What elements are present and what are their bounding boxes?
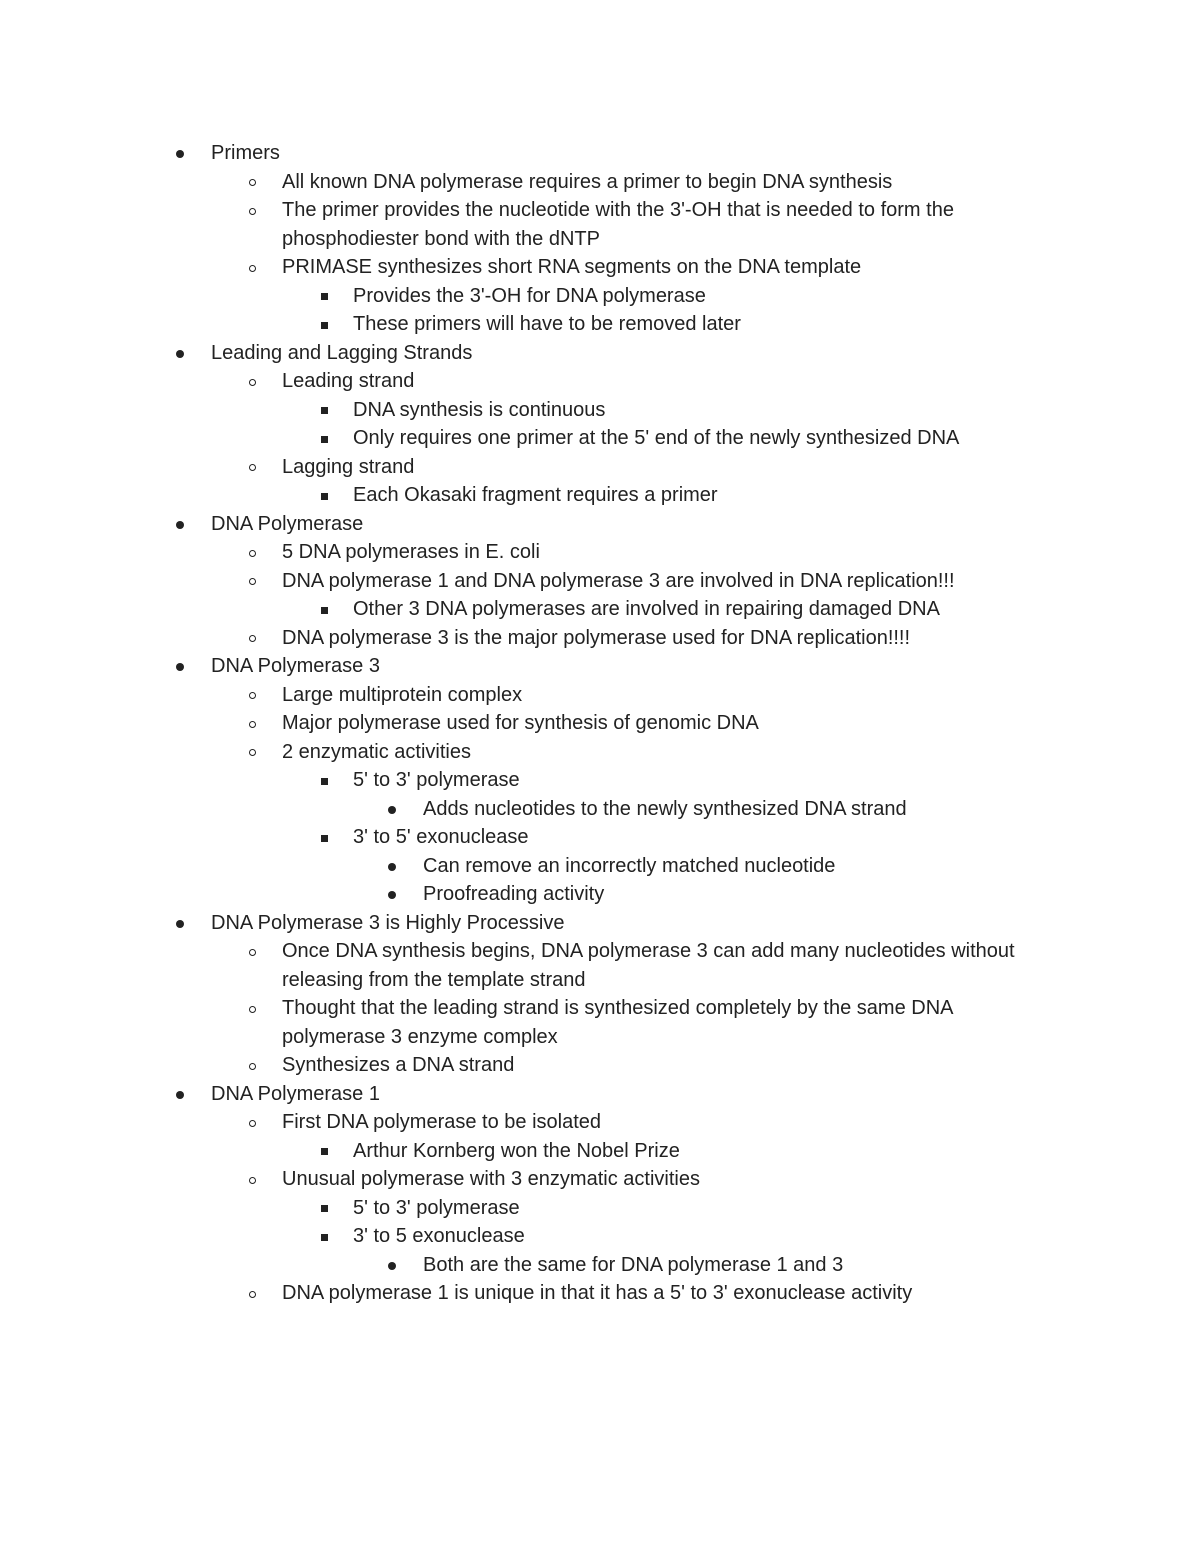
outline-item-text: Provides the 3'-OH for DNA polymerase bbox=[353, 284, 706, 307]
filled-square-bullet-icon bbox=[317, 595, 331, 624]
outline-item-level-1 bbox=[282, 1108, 1022, 1137]
outline-item-level-1 bbox=[282, 567, 1022, 596]
outline-item-text: PRIMASE synthesizes short RNA segments on the DNA template bbox=[282, 256, 862, 278]
outline-item-text: Thought that the leading strand is synthesized completely by the same DNA polymerase 3 enzyme complex bbox=[282, 997, 953, 1048]
hollow-circle-bullet-icon bbox=[245, 738, 259, 767]
outline-item-level-1 bbox=[282, 168, 1022, 197]
hollow-circle-bullet-icon bbox=[245, 196, 259, 225]
filled-square-bullet-icon bbox=[317, 1222, 331, 1251]
outline-item-text: 3' to 5 exonuclease bbox=[353, 1225, 525, 1247]
hollow-circle-bullet-icon bbox=[245, 367, 259, 396]
filled-circle-bullet-icon bbox=[385, 1251, 399, 1280]
hollow-circle-bullet-icon bbox=[245, 624, 259, 653]
outline-item-level-1 bbox=[282, 937, 1022, 994]
outline-item-text: Leading strand bbox=[282, 370, 415, 392]
outline-item-level-1 bbox=[282, 253, 1022, 282]
outline-item-level-2 bbox=[353, 823, 1033, 852]
outline-item-text: Once DNA synthesis begins, DNA polymerase 3 can add many nucleotides without releasing from the template strand bbox=[282, 940, 1015, 991]
outline-item-level-1 bbox=[282, 681, 1022, 710]
outline-item-level-2 bbox=[353, 595, 1033, 624]
hollow-circle-bullet-icon bbox=[245, 253, 259, 282]
outline-item-text: First DNA polymerase to be isolated bbox=[282, 1111, 602, 1133]
filled-square-bullet-icon bbox=[317, 282, 331, 311]
hollow-circle-bullet-icon bbox=[245, 168, 259, 197]
outline-item-text: All known DNA polymerase requires a primer to begin DNA synthesis bbox=[282, 170, 893, 193]
outline-item-level-0 bbox=[211, 909, 1011, 938]
outline-item-level-3 bbox=[423, 795, 1043, 824]
outline-item-text: 5' to 3' polymerase bbox=[353, 769, 520, 791]
outline-item-level-2 bbox=[353, 396, 1033, 425]
outline-item-text: Can remove an incorrectly matched nucleotide bbox=[423, 854, 836, 877]
outline-item-text: Adds nucleotides to the newly synthesized DNA strand bbox=[423, 797, 907, 820]
filled-circle-bullet-icon bbox=[173, 510, 187, 539]
filled-square-bullet-icon bbox=[317, 1194, 331, 1223]
filled-circle-bullet-icon bbox=[385, 852, 399, 881]
outline-item-text: Major polymerase used for synthesis of genomic DNA bbox=[282, 712, 759, 734]
filled-circle-bullet-icon bbox=[173, 652, 187, 681]
outline-item-level-0 bbox=[211, 1080, 1011, 1109]
outline-item-text: Synthesizes a DNA strand bbox=[282, 1054, 515, 1076]
outline-item-level-2 bbox=[353, 1137, 1033, 1166]
outline-item-text: DNA synthesis is continuous bbox=[353, 398, 606, 421]
outline-item-level-1 bbox=[282, 367, 1022, 396]
outline-item-text: Arthur Kornberg won the Nobel Prize bbox=[353, 1139, 680, 1162]
outline-item-level-3 bbox=[423, 880, 1043, 909]
hollow-circle-bullet-icon bbox=[245, 538, 259, 567]
outline-item-level-1 bbox=[282, 1165, 1022, 1194]
hollow-circle-bullet-icon bbox=[245, 453, 259, 482]
outline-item-level-3 bbox=[423, 1251, 1043, 1280]
hollow-circle-bullet-icon bbox=[245, 567, 259, 596]
outline-item-text: Primers bbox=[211, 142, 280, 164]
hollow-circle-bullet-icon bbox=[245, 1279, 259, 1308]
outline-item-level-2 bbox=[353, 1222, 1033, 1251]
filled-square-bullet-icon bbox=[317, 823, 331, 852]
outline-item-level-2 bbox=[353, 481, 1033, 510]
outline-item-level-2 bbox=[353, 766, 1033, 795]
outline-item-text: DNA Polymerase 3 bbox=[211, 655, 380, 677]
outline-item-text: DNA polymerase 3 is the major polymerase used for DNA replication!!!! bbox=[282, 626, 911, 649]
filled-circle-bullet-icon bbox=[385, 880, 399, 909]
hollow-circle-bullet-icon bbox=[245, 1108, 259, 1137]
hollow-circle-bullet-icon bbox=[245, 1051, 259, 1080]
outline-item-text: Each Okasaki fragment requires a primer bbox=[353, 484, 718, 506]
outline-item-level-1 bbox=[282, 994, 1022, 1051]
filled-circle-bullet-icon bbox=[385, 795, 399, 824]
outline-item-text: DNA polymerase 1 is unique in that it has a 5' to 3' exonuclease activity bbox=[282, 1282, 913, 1304]
outline-item-text: DNA Polymerase 3 is Highly Processive bbox=[211, 911, 565, 934]
outline-item-level-3 bbox=[423, 852, 1043, 881]
outline-item-text: Both are the same for DNA polymerase 1 and 3 bbox=[423, 1253, 844, 1276]
hollow-circle-bullet-icon bbox=[245, 681, 259, 710]
outline-item-text: The primer provides the nucleotide with the 3'-OH that is needed to form the phosphodiester bond with the dNTP bbox=[282, 199, 954, 250]
outline-item-text: These primers will have to be removed later bbox=[353, 313, 741, 335]
filled-square-bullet-icon bbox=[317, 396, 331, 425]
bullet-outline bbox=[0, 139, 1200, 1308]
outline-item-level-2 bbox=[353, 424, 1033, 453]
outline-item-level-2 bbox=[353, 1194, 1033, 1223]
outline-item-level-1 bbox=[282, 538, 1022, 567]
outline-item-text: Unusual polymerase with 3 enzymatic activities bbox=[282, 1168, 700, 1190]
outline-item-level-1 bbox=[282, 738, 1022, 767]
filled-square-bullet-icon bbox=[317, 481, 331, 510]
outline-item-text: Lagging strand bbox=[282, 455, 415, 478]
outline-item-text: 2 enzymatic activities bbox=[282, 740, 471, 763]
outline-item-text: Large multiprotein complex bbox=[282, 683, 523, 706]
outline-item-text: 3' to 5' exonuclease bbox=[353, 826, 529, 848]
outline-item-level-2 bbox=[353, 310, 1033, 339]
hollow-circle-bullet-icon bbox=[245, 994, 259, 1023]
outline-item-text: 5 DNA polymerases in E. coli bbox=[282, 541, 540, 563]
outline-item-level-0 bbox=[211, 339, 1011, 368]
filled-square-bullet-icon bbox=[317, 766, 331, 795]
filled-circle-bullet-icon bbox=[173, 139, 187, 168]
filled-circle-bullet-icon bbox=[173, 339, 187, 368]
outline-item-level-2 bbox=[353, 282, 1033, 311]
outline-item-text: Other 3 DNA polymerases are involved in repairing damaged DNA bbox=[353, 598, 940, 620]
hollow-circle-bullet-icon bbox=[245, 709, 259, 738]
filled-square-bullet-icon bbox=[317, 424, 331, 453]
outline-item-level-1 bbox=[282, 709, 1022, 738]
outline-item-level-0 bbox=[211, 139, 1011, 168]
filled-square-bullet-icon bbox=[317, 310, 331, 339]
outline-item-level-1 bbox=[282, 1051, 1022, 1080]
outline-item-level-0 bbox=[211, 652, 1011, 681]
outline-item-text: DNA Polymerase 1 bbox=[211, 1082, 380, 1105]
outline-item-level-1 bbox=[282, 1279, 1022, 1308]
outline-item-level-1 bbox=[282, 624, 1022, 653]
outline-item-text: Proofreading activity bbox=[423, 883, 605, 905]
outline-item-text: DNA polymerase 1 and DNA polymerase 3 are involved in DNA replication!!! bbox=[282, 569, 955, 592]
outline-item-level-1 bbox=[282, 196, 1022, 253]
outline-item-level-0 bbox=[211, 510, 1011, 539]
filled-circle-bullet-icon bbox=[173, 1080, 187, 1109]
filled-square-bullet-icon bbox=[317, 1137, 331, 1166]
filled-circle-bullet-icon bbox=[173, 909, 187, 938]
hollow-circle-bullet-icon bbox=[245, 1165, 259, 1194]
outline-item-text: DNA Polymerase bbox=[211, 512, 364, 535]
outline-item-text: Leading and Lagging Strands bbox=[211, 341, 473, 364]
hollow-circle-bullet-icon bbox=[245, 937, 259, 966]
outline-item-text: 5' to 3' polymerase bbox=[353, 1196, 520, 1219]
outline-item-level-1 bbox=[282, 453, 1022, 482]
outline-item-text: Only requires one primer at the 5' end of the newly synthesized DNA bbox=[353, 427, 960, 449]
